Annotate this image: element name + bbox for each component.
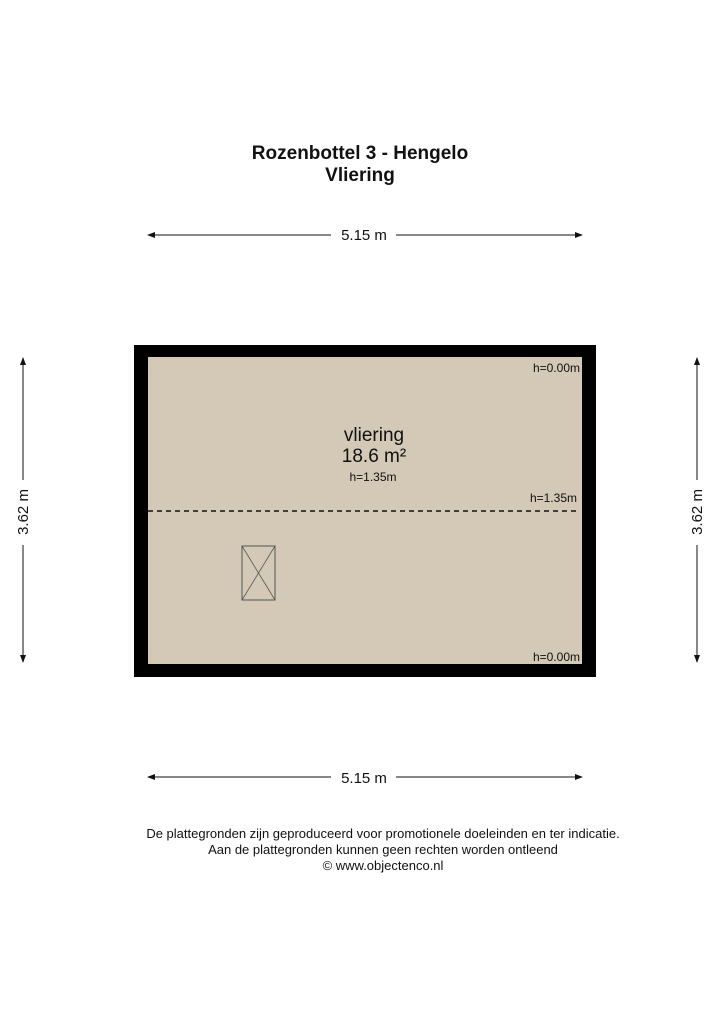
room-height: h=1.35m (349, 470, 397, 484)
floor-name: Vliering (325, 165, 395, 186)
arrow-up-icon (694, 357, 700, 365)
disclaimer-line-1: De plattegronden zijn geproduceerd voor promotionele doeleinden en ter indicatie. (146, 826, 620, 841)
top-width-label: 5.15 m (341, 227, 387, 244)
bottom-width-label: 5.15 m (341, 770, 387, 787)
bottom-dimension (147, 770, 583, 787)
left-height-label: 3.62 m (15, 489, 32, 535)
height-marker-top: h=0.00m (532, 361, 580, 375)
height-marker-bottom: h=0.00m (532, 650, 580, 664)
arrow-left-icon (147, 232, 155, 238)
arrow-left-icon (147, 774, 155, 780)
top-dimension (147, 227, 583, 244)
arrow-right-icon (575, 774, 583, 780)
disclaimer-line-2: Aan de plattegronden kunnen geen rechten worden ontleend (208, 842, 558, 857)
arrow-down-icon (694, 655, 700, 663)
right-height-label: 3.62 m (689, 489, 706, 535)
room-area: 18.6 m² (341, 446, 407, 467)
room-name: vliering (343, 425, 405, 446)
copyright: © www.objectenco.nl (322, 858, 444, 873)
right-dimension (689, 357, 706, 663)
arrow-up-icon (20, 357, 26, 365)
arrow-right-icon (575, 232, 583, 238)
height-marker-ridge: h=1.35m (529, 491, 577, 505)
plan-title: Rozenbottel 3 - Hengelo (251, 143, 469, 164)
arrow-down-icon (20, 655, 26, 663)
left-dimension (15, 357, 32, 663)
